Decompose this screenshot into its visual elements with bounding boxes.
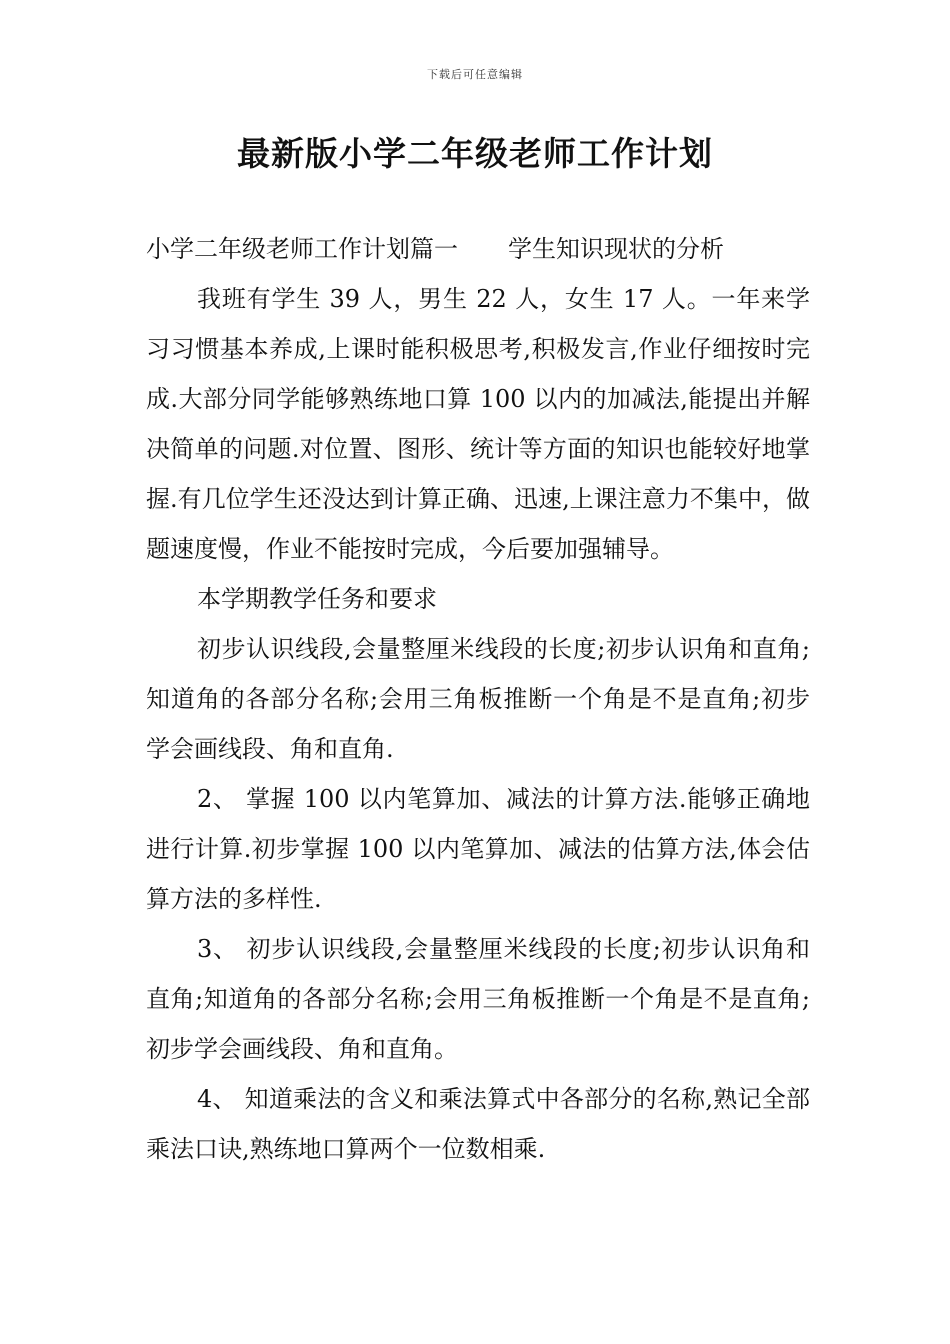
header-note: 下载后可任意编辑 xyxy=(427,68,523,81)
paragraph-item-4: 4、 知道乘法的含义和乘法算式中各部分的名称,熟记全部乘法口诀,熟练地口算两个一位数相乘. xyxy=(146,1085,810,1163)
paragraph-class-analysis: 我班有学生 39 人，男生 22 人，女生 17 人。一年来学习习惯基本养成,上课时能积极思考,积极发言,作业仔细按时完成.大部分同学能够熟练地口算 100 以内的加减法,能提出并解决简单的问题.对位置、图形、统计等方面的知识也能较好地掌握.有几位学生还没达到计算正确、迅速,上课注意力不集中，做题速度慢，作业不能按时完成，今后要加强辅导。 xyxy=(146,285,810,563)
document-body xyxy=(146,224,810,1174)
paragraph-item-1: 初步认识线段,会量整厘米线段的长度;初步认识角和直角;知道角的各部分名称;会用三角板推断一个角是不是直角;初步学会画线段、角和直角. xyxy=(146,635,810,763)
section-heading-right: 学生知识现状的分析 xyxy=(508,235,724,263)
paragraph-item-3: 3、 初步认识线段,会量整厘米线段的长度;初步认识角和直角;知道角的各部分名称;会用三角板推断一个角是不是直角;初步学会画线段、角和直角。 xyxy=(146,935,810,1063)
paragraph-item-2: 2、 掌握 100 以内笔算加、减法的计算方法.能够正确地进行计算.初步掌握 100 以内笔算加、减法的估算方法,体会估算方法的多样性. xyxy=(146,785,810,913)
document-title: 最新版小学二年级老师工作计划 xyxy=(237,134,713,173)
section-heading-left: 小学二年级老师工作计划篇一 xyxy=(146,235,458,263)
section-heading xyxy=(146,224,810,274)
paragraph-task-heading: 本学期教学任务和要求 xyxy=(197,585,437,613)
